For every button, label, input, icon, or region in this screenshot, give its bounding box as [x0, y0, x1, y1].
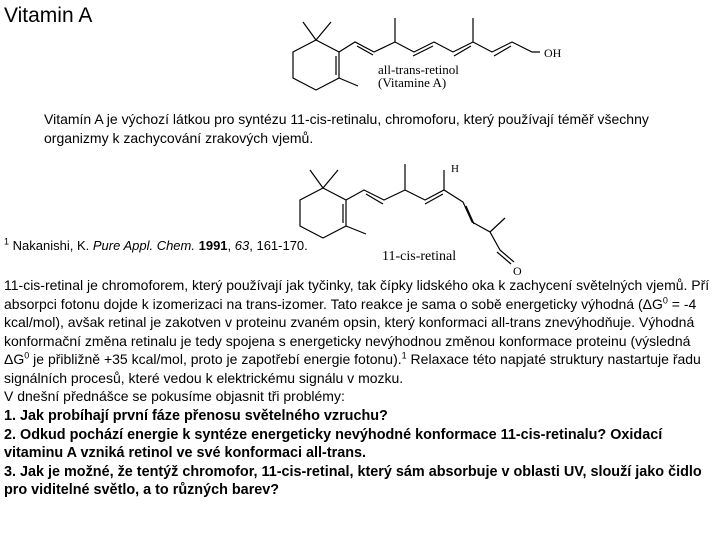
reference-footnote: $^1$ Nakanishi, K. Pure Appl. Chem. 1991, 63, 161-170.: [4, 236, 308, 253]
p1-part-d: Relaxace této napjaté struktury nastartuje řadu signálních procesů, které vedou k elektrickému signálu v mozku.: [4, 351, 701, 386]
paragraph-1: [4, 276, 716, 387]
reference-volume: 63: [234, 238, 250, 253]
intro-paragraph: Vitamín A je výchozí látkou pro syntézu 11-cis-retinalu, chromoforu, který používají téměř všechny organizmy k zachycování zrakových vjemů.: [44, 111, 649, 146]
question-2: 2. Odkud pochází energie k syntéze energeticky nevýhodné konformace 11-cis-retinalu? Oxidací vitaminu A vzniká retinol ve své konformaci all-trans.: [4, 426, 663, 461]
reference-year: 1991: [198, 238, 228, 253]
molecule1-name: all-trans-retinol: [378, 62, 459, 77]
delta-g-1: ΔG: [642, 295, 663, 312]
oxygen-label: O: [513, 264, 522, 278]
superscript-0-2: 0: [24, 350, 30, 361]
paragraph-2: V dnešní přednášce se pokusíme objasnit tři problémy:: [4, 388, 345, 404]
molecule1-subname: (Vitamine A): [378, 75, 447, 90]
question-3: 3. Jak je možné, že tentýž chromofor, 11-cis-retinal, který sám absorbuje v oblasti UV, slouží jako čidlo pro viditelné světlo, a to různých barev?: [4, 463, 702, 498]
page-title: Vitamin A: [4, 4, 93, 27]
reference-pages: , 161-170.: [249, 238, 308, 253]
p1-part-b: = -4 kcal/mol), avšak retinal je zakotven v proteinu zvaném opsin, který konformaci all-trans znevýhodňuje. Výhodná konformační změna retinalu je tedy spojena s energeticky nevýhodnou změnou konformace proteinu (výsledná: [4, 295, 697, 349]
molecule1-caption: [378, 63, 459, 89]
hydroxyl-label: OH: [544, 46, 562, 60]
p1-part-a: 11-cis-retinal je chromoforem, který používají jak tyčinky, tak čípky lidského oka k zachycení světelných vjemů. Pří absorpci fotonu dojde k izomerizaci na trans-izomer. Tato reakce je sama o sobě energeticky výhodná (: [4, 277, 710, 312]
delta-g-2: ΔG: [4, 351, 25, 367]
reference-authors: Nakanishi, K.: [12, 238, 90, 253]
p1-part-c: je přibližně +35 kcal/mol, proto je zapotřebí energie fotonu).: [29, 351, 402, 367]
molecule2-caption: 11-cis-retinal: [382, 249, 457, 264]
footnote-ref-1: 1: [401, 350, 407, 361]
main-text: [4, 276, 716, 499]
reference-number: 1: [4, 236, 10, 247]
question-1: 1. Jak probíhají první fáze přenosu světelného vzruchu?: [4, 407, 388, 424]
hydrogen-label: H: [451, 163, 459, 175]
superscript-0-1: 0: [662, 294, 668, 305]
reference-journal: Pure Appl. Chem.: [92, 238, 195, 253]
